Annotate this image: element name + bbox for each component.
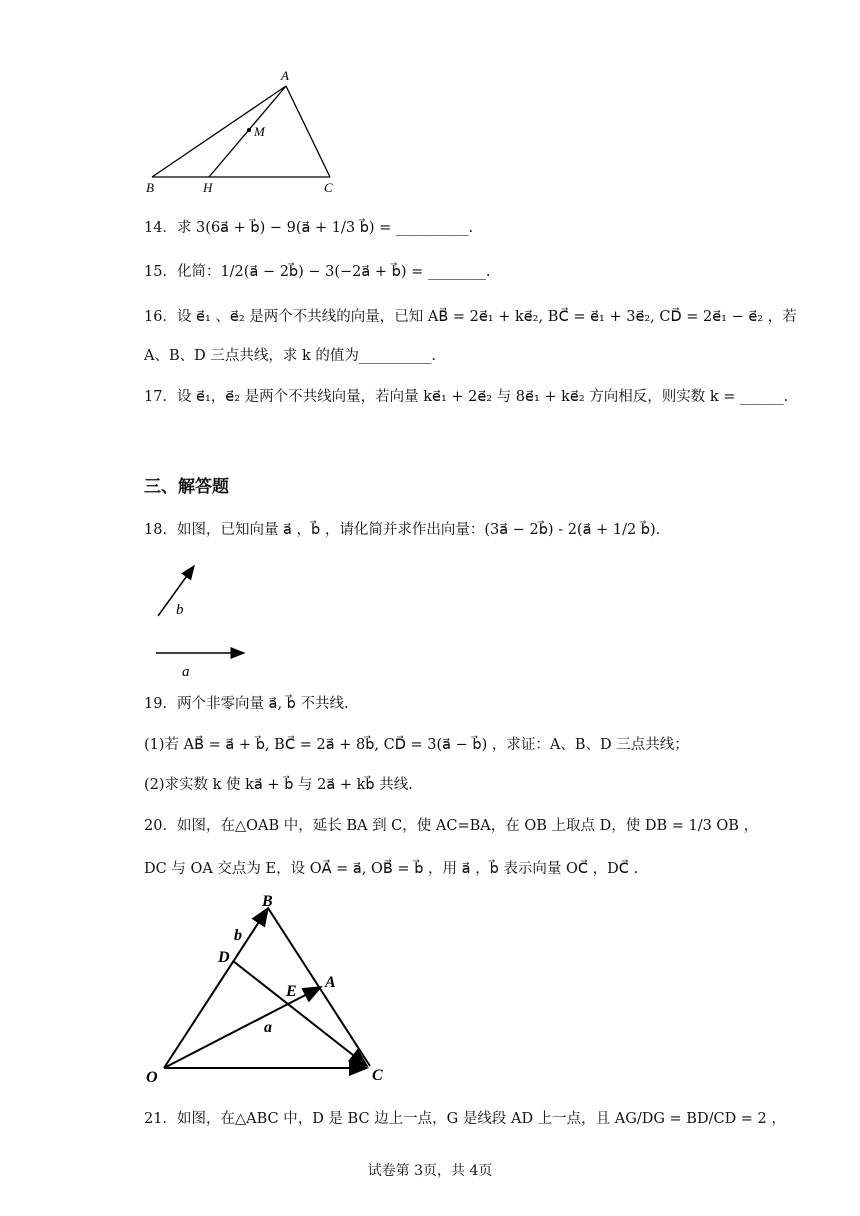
- label-c: C: [372, 1067, 383, 1084]
- question-19-part1: (1)若 AB⃗ = a⃗ + b⃗, BC⃗ = 2a⃗ + 8b⃗, CD⃗ = 3(a⃗ − b⃗) ，求证：A、B、D 三点共线；: [144, 737, 689, 753]
- question-17: 17．设 e⃗₁，e⃗₂ 是两个不共线向量，若向量 ke⃗₁ + 2e⃗₂ 与 8e⃗₁ + ke⃗₂ 方向相反，则实数 k = ______.: [144, 389, 789, 405]
- question-20-line1: 20．如图，在△OAB 中，延长 BA 到 C，使 AC=BA，在 OB 上取点 D，使 DB = 1/3 OB ，: [144, 818, 759, 834]
- label-m: M: [254, 124, 265, 139]
- label-d: D: [218, 949, 230, 966]
- label-o: O: [146, 1069, 158, 1086]
- page-footer: 试卷第 3页，共 4页: [367, 1163, 493, 1179]
- question-19: 19．两个非零向量 a⃗, b⃗ 不共线.: [144, 696, 349, 712]
- question-20-line2: DC 与 OA 交点为 E，设 OA⃗ = a⃗, OB⃗ = b⃗ ，用 a⃗ ，b⃗ 表示向量 OC⃗ ，DC⃗ .: [144, 861, 639, 877]
- vector-a-label: a⃗: [264, 1019, 285, 1036]
- question-15: 15．化简：1/2(a⃗ − 2b⃗) − 3(−2a⃗ + b⃗) = ________.: [144, 264, 491, 280]
- question-21: 21．如图，在△ABC 中，D 是 BC 边上一点，G 是线段 AD 上一点，且 AG/DG = BD/CD = 2 ，: [144, 1111, 786, 1127]
- label-c: C: [324, 180, 333, 195]
- label-e: E: [286, 983, 297, 1000]
- triangle-figure-oab: [140, 886, 400, 1091]
- question-16-line2: A、B、D 三点共线，求 k 的值为__________.: [144, 348, 436, 364]
- question-14: 14．求 3(6a⃗ + b⃗) − 9(a⃗ + 1/3 b⃗) = __________.: [144, 220, 474, 236]
- label-a: A: [325, 974, 336, 991]
- section-heading: 三、解答题: [144, 477, 229, 497]
- question-19-part2: (2)求实数 k 使 ka⃗ + b⃗ 与 2a⃗ + kb⃗ 共线.: [144, 777, 413, 793]
- label-a: A: [281, 68, 289, 83]
- question-16-line1: 16．设 e⃗₁ 、e⃗₂ 是两个不共线的向量，已知 AB⃗ = 2e⃗₁ + ke⃗₂, BC⃗ = e⃗₁ + 3e⃗₂, CD⃗ = 2e⃗₁ − e⃗₂ ，若: [144, 309, 797, 325]
- triangle-figure-abc: [140, 66, 350, 196]
- vector-b-label: b⃗: [234, 927, 255, 944]
- label-h: H: [203, 180, 213, 195]
- vectors-figure: [150, 560, 260, 685]
- label-b: B: [262, 893, 273, 910]
- label-b: B: [146, 180, 154, 195]
- vector-b-label: b⃗: [176, 602, 196, 618]
- vector-a-label: a⃗: [182, 664, 202, 680]
- question-18: 18．如图，已知向量 a⃗ ，b⃗ ，请化简并求作出向量：(3a⃗ − 2b⃗) - 2(a⃗ + 1/2 b⃗).: [144, 522, 661, 538]
